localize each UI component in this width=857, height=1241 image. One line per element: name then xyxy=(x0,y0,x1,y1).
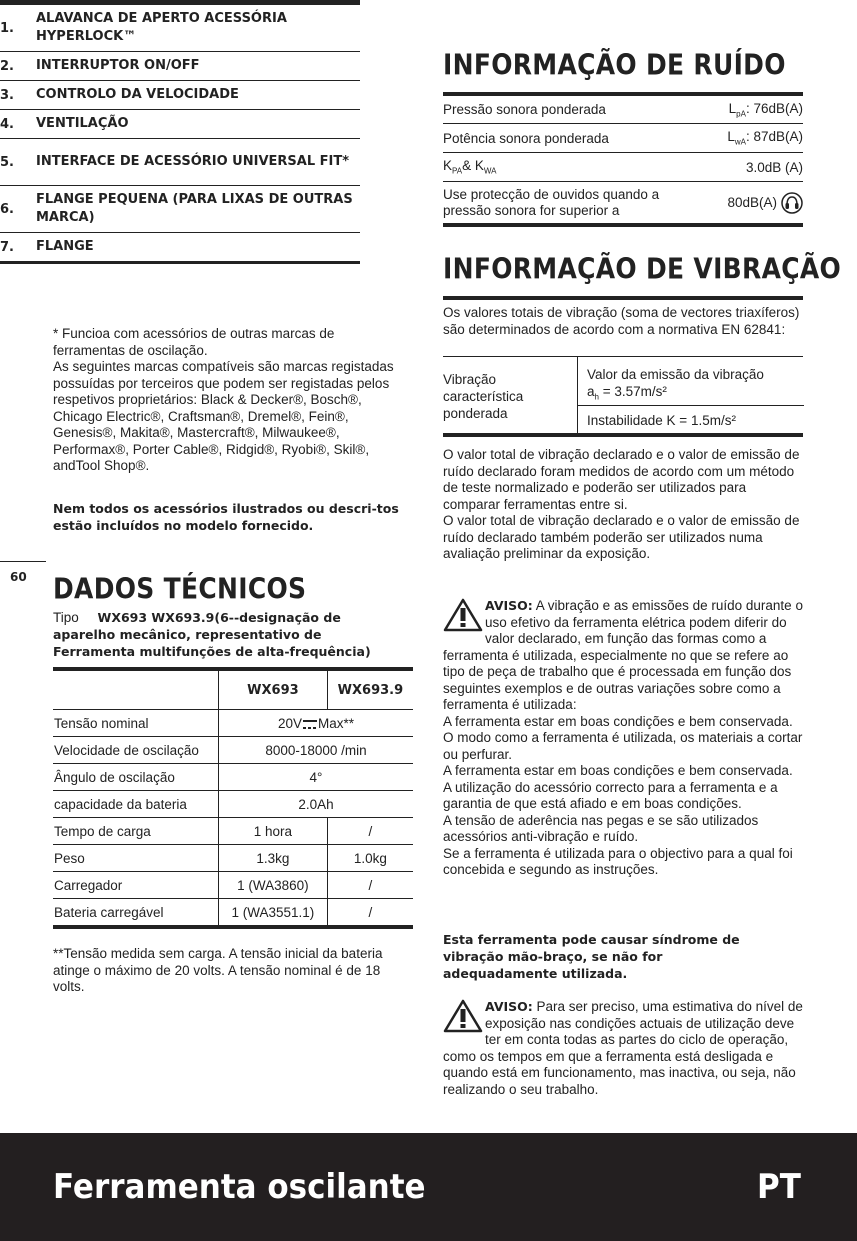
table-row: Peso 1.3kg 1.0kg xyxy=(53,845,413,872)
compat-note: * Funcioa com acessórios de outras marcas de ferramentas de oscilação. As seguintes marcas compatíveis são marcas registadas possuídas por terceiros que podem ser registadas pelos respetivos proprietários: Black & Decker®, Bosch®, Chicago Electric®, Craftsman®, Dremel®, Fein®, Genesis®, Makita®, Mastercraft®, Milwaukee®, Performax®, Porter Cable®, Ridgid®, Ryobi®, Skil®, andTool Shop®. xyxy=(53,326,394,473)
conditions-list xyxy=(443,714,803,879)
warning-icon xyxy=(443,598,483,632)
type-line: Tipo WX693 WX693.9(6--designação de aparelho mecânico, representativo de Ferramenta multifunções de alta-frequência) xyxy=(53,610,371,659)
vibration-title: INFORMAÇÃO DE VIBRAÇÃO xyxy=(443,252,842,286)
hand-arm-note: Esta ferramenta pode causar síndrome de vibração mão-braço, se não for adequadamente utilizada. xyxy=(443,932,740,981)
list-item: 3. CONTROLO DA VELOCIDADE xyxy=(0,81,360,110)
warning-icon xyxy=(443,999,483,1033)
list-item: A utilização do acessório correcto para a ferramenta e a garantia de que está afiado e em boas condições. xyxy=(443,779,778,811)
warning-block-1: AVISO: A vibração e as emissões de ruído durante o uso efetivo da ferramenta elétrica podem diferir do valor declarado, em função das formas como a ferramenta é utilizada, especialmente no que se refere ao tipo de peça de trabalho que é processada em função dos seguintes exemplos e de outras variações sobre como a ferramenta é utilizada: A ferramenta estar em boas condições e bem conservada. O modo como a ferramenta é utilizada, os materiais a cortar ou perfurar. A ferramenta estar em boas condições e bem conservada. A utilização do acessório correcto para a ferramenta e a garantia de que está afiado e em boas condições. A tensão de aderência nas pegas e se são utilizados acessórios anti-vibração e ruído. Se a ferramenta é utilizada para o objectivo para a qual foi concebida e segundo as instruções. xyxy=(443,598,803,877)
accessories-note: Nem todos os acessórios ilustrados ou descri-tos estão incluídos no modelo fornecido. xyxy=(53,501,399,533)
table-row: Use protecção de ouvidos quando a pressão sonora for superior a 80dB(A) xyxy=(443,182,803,223)
list-item: 7. FLANGE xyxy=(0,233,360,264)
list-item: 5. INTERFACE DE ACESSÓRIO UNIVERSAL FIT* xyxy=(0,139,360,186)
noise-title: INFORMAÇÃO DE RUÍDO xyxy=(443,48,786,82)
vibration-table: Vibração característica ponderada Valor da emissão da vibração $a_h = 3.57m/s^2$ Instabilidade K = 1.5m/s² xyxy=(443,356,803,437)
vibration-paragraphs: O valor total de vibração declarado e o valor de emissão de ruído declarado foram medidos de acordo com um método de teste normalizado e poderão ser utilizados para comparar ferramentas entre si. O valor total de vibração declarado e o valor de emissão de ruído declarado também poderão ser utilizados numa avaliação preliminar da exposição. xyxy=(443,447,800,561)
list-item: A ferramenta estar em boas condições e bem conservada. xyxy=(443,763,793,778)
page-number-tab xyxy=(0,561,46,592)
table-row: Velocidade de oscilação 8000-18000 /min xyxy=(53,737,413,764)
footer-bar xyxy=(0,1133,857,1241)
list-item: A ferramenta estar em boas condições e bem conservada. xyxy=(443,713,793,729)
list-item: Se a ferramenta é utilizada para o objectivo para a qual foi concebida e segundo as instruções. xyxy=(443,845,793,877)
footer-title: Ferramenta oscilante xyxy=(53,1167,426,1207)
table-header-row: WX693 WX693.9 xyxy=(53,669,413,710)
list-item: 1. ALAVANCA DE APERTO ACESSÓRIA HYPERLOCK™ xyxy=(0,5,360,52)
table-row: capacidade da bateria 2.0Ah xyxy=(53,791,413,818)
table-row: Pressão sonora ponderada $L_{pA}$: 76dB(A) xyxy=(443,96,803,124)
ear-protection-icon xyxy=(781,192,803,214)
dc-symbol-icon xyxy=(303,720,317,729)
list-item: O modo como a ferramenta é utilizada, os materiais a cortar ou perfurar. xyxy=(443,730,803,762)
tech-data-title: DADOS TÉCNICOS xyxy=(53,572,307,606)
table-row: $K_{PA}\&$ $K_{WA}$ 3.0dB (A) xyxy=(443,153,803,182)
list-item: A tensão de aderência nas pegas e se são utilizados acessórios anti-vibração e ruído. xyxy=(443,812,759,844)
table-row: Tensão nominal 20V Max** xyxy=(53,710,413,737)
noise-table xyxy=(443,92,803,227)
table-row: Tempo de carga 1 hora / xyxy=(53,818,413,845)
list-item: 2. INTERRUPTOR ON/OFF xyxy=(0,52,360,81)
tech-data-table xyxy=(53,667,413,929)
table-row: Ângulo de oscilação 4° xyxy=(53,764,413,791)
table-row: Potência sonora ponderada $L_{wA}$: 87dB(A) xyxy=(443,124,803,153)
warning-block-2: AVISO: Para ser preciso, uma estimativa do nível de exposição nas condições actuais de utilização deve ter em conta todas as partes do ciclo de operação, como os tempos em que a ferramenta está desligada e quando está em funcionamento, mas inactiva, ou seja, não realizando o seu trabalho. xyxy=(443,999,803,1097)
parts-list xyxy=(0,0,360,264)
page-number: 60 xyxy=(10,570,27,584)
list-item: 4. VENTILAÇÃO xyxy=(0,110,360,139)
table-row: Bateria carregável 1 (WA3551.1) / xyxy=(53,899,413,928)
language-code: PT xyxy=(757,1167,801,1207)
list-item: 6. FLANGE PEQUENA (PARA LIXAS DE OUTRAS MARCA) xyxy=(0,186,360,233)
vibration-intro: Os valores totais de vibração (soma de vectores triaxíferos) são determinados de acordo com a normativa EN 62841: xyxy=(443,296,803,338)
tech-footnote: **Tensão medida sem carga. A tensão inicial da bateria atinge o máximo de 20 volts. A tensão nominal é de 18 volts. xyxy=(53,946,383,994)
table-row: Carregador 1 (WA3860) / xyxy=(53,872,413,899)
